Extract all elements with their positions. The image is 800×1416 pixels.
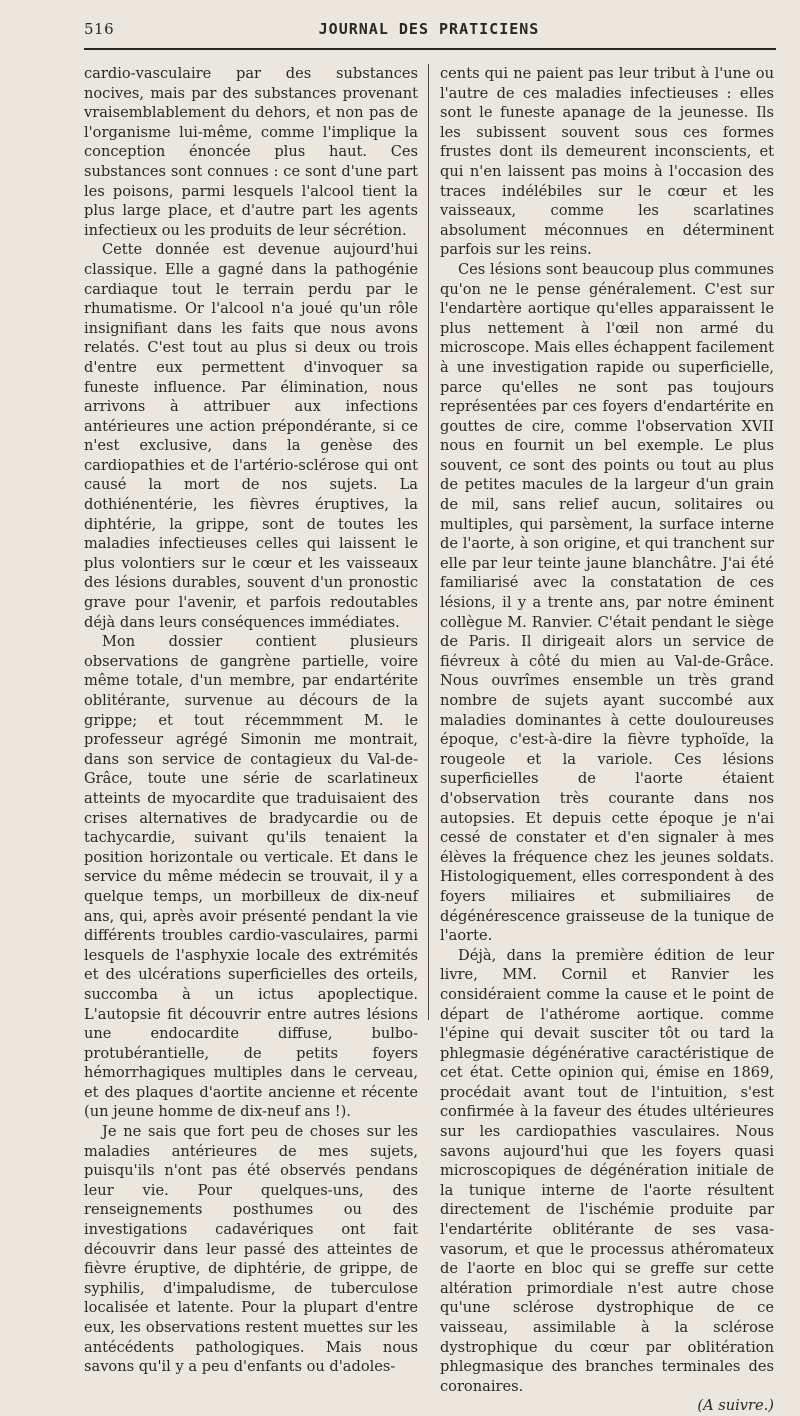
paragraph: Cette donnée est devenue aujourd'hui classique. Elle a gagné dans la pathogénie cardiaque tout le terrain perdu par le rhumatisme. Or l'alcool n'a joué qu'un rôle insignifiant dans les faits que nous avons relatés. C'est tout au plus si deux ou trois d'entre eux permettent d'invoquer sa funeste influence. Par élimination, nous arrivons à attribuer aux infections antérieures une action prépondérante, si ce n'est exclusive, dans la genèse des cardiopathies et de l'artério-sclérose qui ont causé la mort de nos sujets. La dothiénentérie, les fièvres éruptives, la diphtérie, la grippe, sont de toutes les maladies infectieuses celles qui laissent le plus volontiers sur le cœur et les vaisseaux des lésions durables, souvent d'un pronostic grave pour l'avenir, et parfois redoutables déjà dans leurs conséquences immédiates. <box>84 241 418 631</box>
paragraph: Je ne sais que fort peu de choses sur les maladies antérieures de mes sujets, puisqu'ils n'ont pas été observés pendans leur vie. Pour quelques-uns, des renseignements posthumes ou des investigations cadavériques ont fait découvrir dans leur passé des atteintes de fièvre éruptive, de diphtérie, de grippe, de syphilis, d'impaludisme, de tuberculose localisée et latente. Pour la plupart d'entre eux, les observations restent muettes sur les antécédents pathologiques. Mais nous savons qu'il y a peu d'enfants ou d'adoles- <box>84 1123 418 1376</box>
paragraph: Mon dossier contient plusieurs observations de gangrène partielle, voire même totale, d'un membre, par endartérite oblitérante, survenue au décours de la grippe; et tout récemmment M. le professeur agrégé Simonin me montrait, dans son service de contagieux du Val-de-Grâce, toute une série de scarlatineux atteints de myocardite que traduisaient des crises alternatives de bradycardie ou de tachycardie, suivant qu'ils tenaient la position horizontale ou verticale. Et dans le service du même médecin se trouvait, il y a quelque temps, un morbilleux de dix-neuf ans, qui, après avoir présenté pendant la vie différents troubles cardio-vasculaires, parmi lesquels de l'asphyxie locale des extrémités et des ulcérations superficielles des orteils, succomba à un ictus apoplectique. L'autopsie fit découvrir entre autres lésions une endocardite diffuse, bulbo-protubérantielle, de petits foyers hémorrhagiques multiples dans le cerveau, et des plaques d'aortite ancienne et récente (un jeune homme de dix-neuf ans !). <box>84 633 418 1121</box>
paragraph: cents qui ne paient pas leur tribut à l'une ou l'autre de ces maladies infectieuses : elles sont le funeste apanage de la jeunesse. Ils les subissent souvent sous ces formes frustes dont ils demeurent inconscients, et qui n'en laissent pas moins à l'occasion des traces indélébiles sur le cœur et les vaisseaux, comme les scarlatines absolument méconnues en déterminent parfois sur les reins. <box>440 65 774 259</box>
page-header <box>84 20 774 44</box>
paragraph: Déjà, dans la première édition de leur livre, MM. Cornil et Ranvier les considéraient comme la cause et le point de départ de l'athérome aortique. comme l'épine qui devait susciter tôt ou tard la phlegmasie dégénérative caractéristique de cet état. Cette opinion qui, émise en 1869, procédait avant tout de l'intuition, s'est confirmée à la faveur des études ultérieures sur les cardiopathies vasculaires. Nous savons aujourd'hui que les foyers quasi microscopiques de dégénération initiale de la tunique interne de l'aorte résultent directement de l'ischémie produite par l'endartérite oblitérante de ses vasa-vasorum, et que le processus athéromateux de l'aorte en bloc qui se greffe sur cette altération primordiale n'est autre chose qu'une sclérose dystrophique de ce vaisseau, assimilable à la sclérose dystrophique du cœur par oblitération phlegmasique des branches terminales des coronaires. <box>440 946 774 1395</box>
running-title: JOURNAL DES PRATICIENS <box>318 20 540 38</box>
left-column <box>84 64 418 1377</box>
page-number: 516 <box>84 20 115 38</box>
continuation-note: (A suivre.) <box>697 1397 774 1415</box>
right-column <box>440 64 774 1416</box>
header-rule <box>84 48 776 50</box>
column-divider <box>428 64 429 1020</box>
paragraph: Ces lésions sont beaucoup plus communes qu'on ne le pense généralement. C'est sur l'endartère aortique qu'elles apparaissent le plus nettement à l'œil non armé du microscope. Mais elles échappent facilement à une investigation rapide ou superficielle, parce qu'elles ne sont pas toujours représentées par ces foyers d'endartérite en gouttes de cire, comme l'observation XVII nous en fournit un bel exemple. Le plus souvent, ce sont des points ou tout au plus de petites macules de la largeur d'un grain de mil, sans relief aucun, solitaires ou multiples, qui parsèment, la surface interne de l'aorte, à son origine, et qui tranchent sur elle par leur teinte jaune blanchâtre. J'ai été familiarisé avec la constatation de ces lésions, il y a trente ans, par notre éminent collègue M. Ranvier. C'était pendant le siège de Paris. Il dirigeait alors un service de fiévreux à côté du mien au Val-de-Grâce. Nous ouvrîmes ensemble un très grand nombre de sujets ayant succombé aux maladies dominantes à cette douloureuses époque, c'est-à-dire la fièvre typhoïde, la rougeole et la variole. Ces lésions superficielles de l'aorte étaient d'observation très courante dans nos autopsies. Et depuis cette époque je n'ai cessé de constater et d'en signaler à mes élèves la fréquence chez les jeunes soldats. Histologiquement, elles correspondent à des foyers miliaires et submiliaires de dégénérescence graisseuse de la tunique de l'aorte. <box>440 260 774 945</box>
paragraph: cardio-vasculaire par des substances nocives, mais par des substances provenant vraisemblablement du dehors, et non pas de l'organisme lui-même, comme l'implique la conception énoncée plus haut. Ces substances sont connues : ce sont d'une part les poisons, parmi lesquels l'alcool tient la plus large place, et d'autre part les agents infectieux ou les produits de leur sécrétion. <box>84 65 418 239</box>
